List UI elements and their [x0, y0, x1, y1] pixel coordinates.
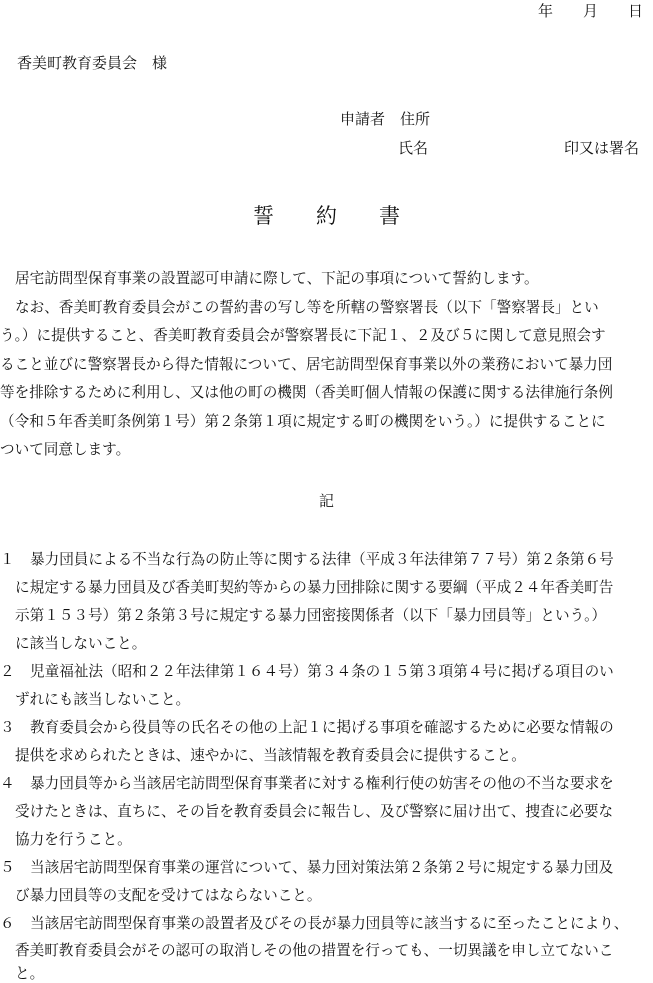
addressee: 香美町教育委員会 様	[17, 54, 168, 72]
date-year: 年	[537, 2, 553, 20]
item-number: ４	[0, 775, 15, 792]
date-day: 日	[627, 2, 643, 20]
item-line: 暴力団員による不当な行為の防止等に関する法律（平成３年法律第７７号）第２条第６号	[30, 551, 614, 568]
item-number: ２	[0, 663, 15, 680]
item-line: 当該居宅訪問型保育事業の設置者及びその長が暴力団員等に該当するに至ったことにより、	[30, 915, 629, 932]
ki-heading: 記	[318, 492, 334, 510]
item-line: 当該居宅訪問型保育事業の運営について、暴力団対策法第２条第２号に規定する暴力団及	[30, 859, 614, 876]
document-title: 誓 約 書	[253, 204, 400, 228]
intro-line: う。）に提供すること、香美町教育委員会が警察署長に下記１、２及び５に関して意見照会す	[0, 327, 606, 344]
item-line: に該当しないこと。	[15, 635, 147, 652]
intro-line: ること並びに警察署長から得た情報について、居宅訪問型保育事業以外の業務において暴力団	[0, 356, 613, 373]
item-line: ずれにも該当しないこと。	[15, 691, 191, 708]
intro-line: ついて同意します。	[0, 441, 131, 458]
date-line	[538, 0, 643, 21]
intro-line: 居宅訪問型保育事業の設置認可申請に際して、下記の事項について誓約します。	[15, 270, 539, 287]
applicant-name-label: 氏名	[398, 139, 429, 157]
item-line: 提供を求められたときは、速やかに、当該情報を教育委員会に提供すること。	[15, 747, 526, 764]
item-line: 教育委員会から役員等の氏名その他の上記１に掲げる事項を確認するために必要な情報の	[30, 719, 614, 736]
item-line: 受けたときは、直ちに、その旨を教育委員会に報告し、及び警察に届け出て、捜査に必要な	[15, 803, 614, 820]
item-number: １	[0, 551, 15, 568]
item-line: 児童福祉法（昭和２２年法律第１６４号）第３４条の１５第３項第４号に掲げる項目のい	[30, 663, 614, 680]
intro-line: （令和５年香美町条例第１号）第２条第１項に規定する町の機関をいう。）に提供することに	[0, 413, 606, 430]
seal-label: 印又は署名	[563, 139, 639, 157]
intro-line: なお、香美町教育委員会がこの誓約書の写し等を所轄の警察署長（以下「警察署長」とい	[15, 299, 599, 316]
item-line: に規定する暴力団員及び香美町契約等からの暴力団排除に関する要綱（平成２４年香美町告	[15, 579, 614, 596]
item-line: 協力を行うこと。	[15, 831, 132, 848]
applicant-address-label: 申請者 住所	[340, 110, 431, 128]
item-number: ５	[0, 859, 15, 876]
item-number: ６	[0, 915, 15, 932]
item-line: と。	[15, 965, 45, 982]
item-line: 暴力団員等から当該居宅訪問型保育事業者に対する権利行使の妨害その他の不当な要求を	[30, 775, 614, 792]
intro-line: 等を排除するために利用し、又は他の町の機関（香美町個人情報の保護に関する法律施行条例	[0, 384, 613, 401]
item-number: ３	[0, 719, 15, 736]
item-line: 示第１５３号）第２条第３号に規定する暴力団密接関係者（以下「暴力団員等」という。）	[15, 607, 607, 624]
item-line: び暴力団員等の支配を受けてはならないこと。	[15, 887, 322, 904]
item-line: 香美町教育委員会がその認可の取消しその他の措置を行っても、一切異議を申し立てないこ	[15, 942, 614, 959]
date-month: 月	[582, 2, 598, 20]
